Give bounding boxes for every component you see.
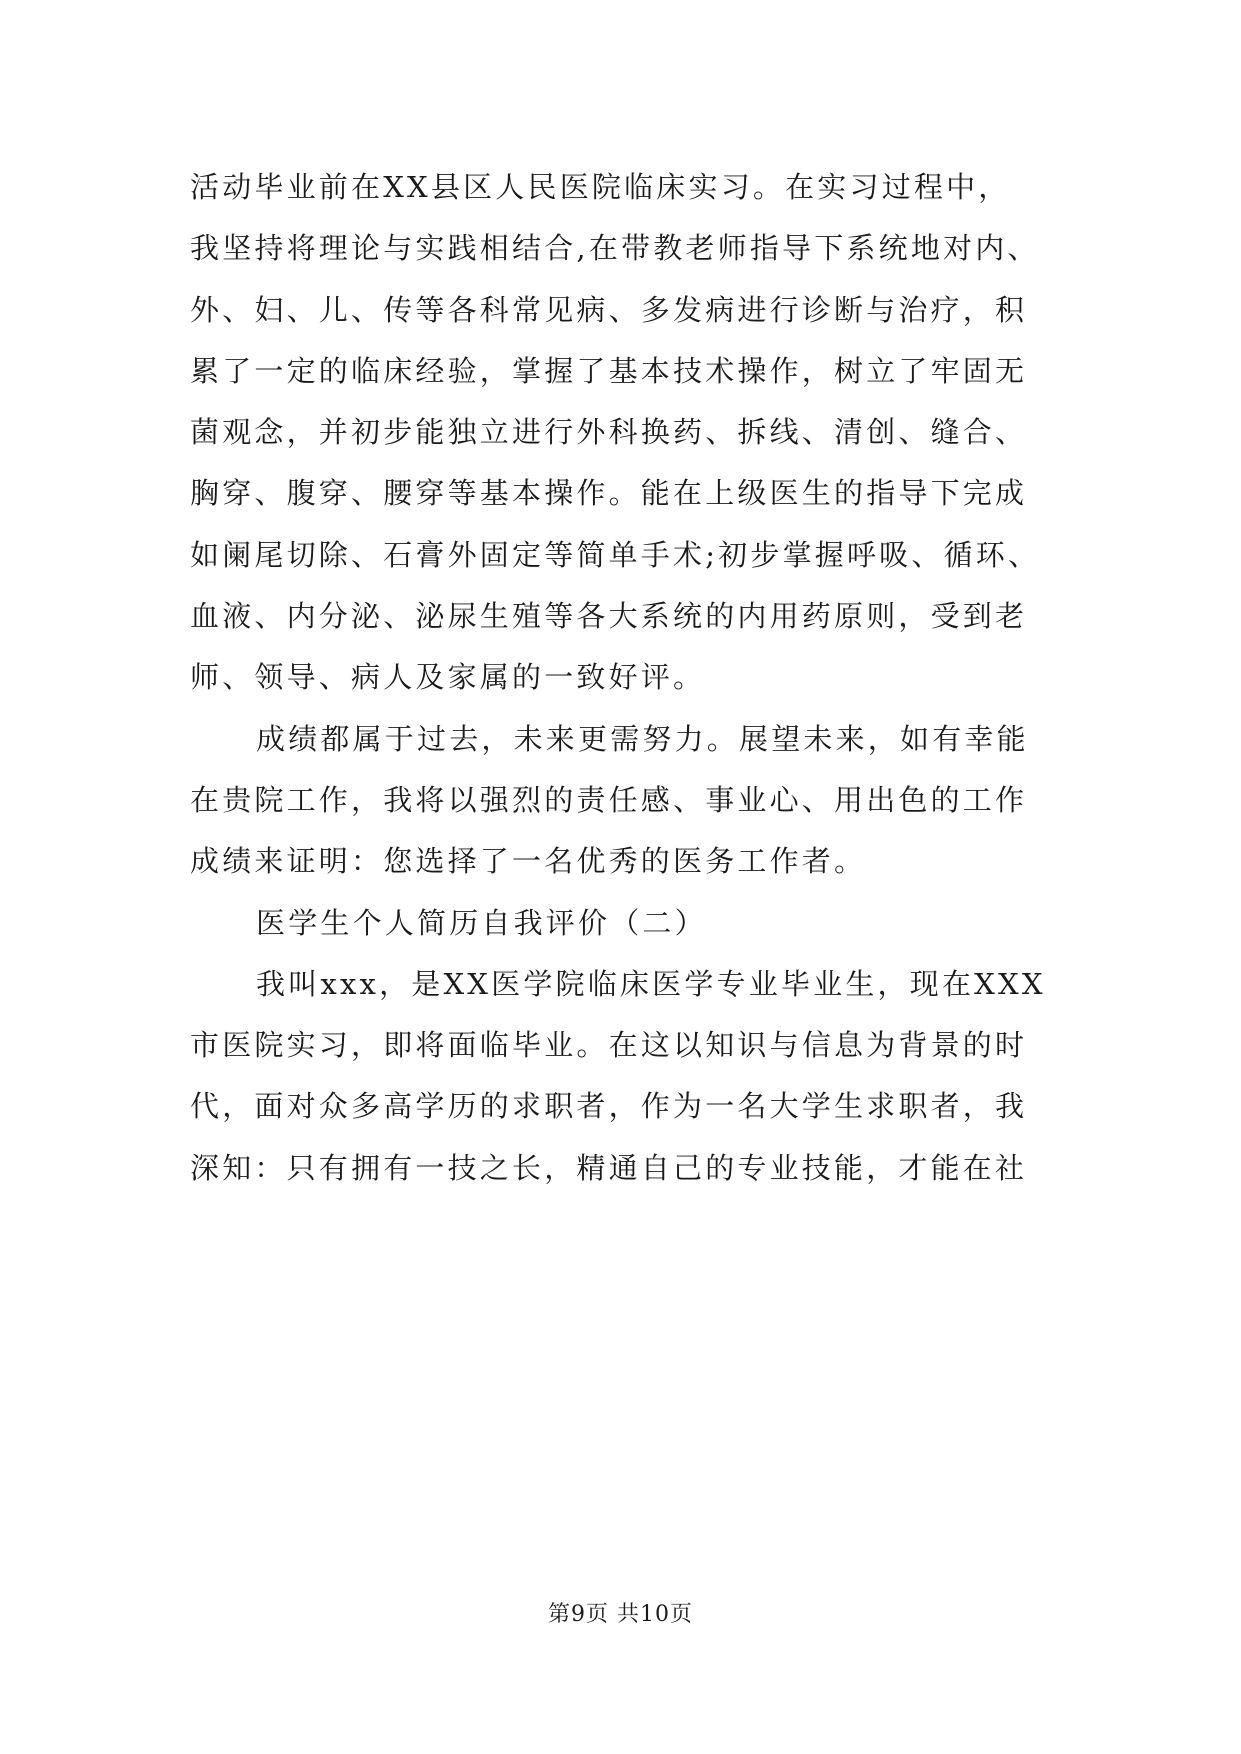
text-line-14: 我叫xxx，是XX医学院临床医学专业毕业生，现在XXX bbox=[256, 966, 1046, 1001]
text-line-12: 成绩来证明：您选择了一名优秀的医务工作者。 bbox=[190, 844, 867, 879]
text-line-8: 血液、内分泌、泌尿生殖等各大系统的内用药原则，受到老 bbox=[190, 599, 1028, 634]
document-body bbox=[190, 157, 1090, 1199]
section-heading: 医学生个人简历自我评价（二） bbox=[256, 905, 707, 940]
text-line-5: 菌观念，并初步能独立进行外科换药、拆线、清创、缝合、 bbox=[190, 415, 1028, 450]
text-line-9: 师、领导、病人及家属的一致好评。 bbox=[190, 660, 706, 695]
text-line-2: 我坚持将理论与实践相结合,在带教老师指导下系统地对内、 bbox=[190, 231, 1040, 266]
text-line-11: 在贵院工作，我将以强烈的责任感、事业心、用出色的工作 bbox=[190, 782, 1028, 817]
page-number-footer: 第9页 共10页 bbox=[548, 1602, 693, 1627]
text-line-4: 累了一定的临床经验，掌握了基本技术操作，树立了牢固无 bbox=[190, 353, 1028, 388]
text-line-15: 市医院实习，即将面临毕业。在这以知识与信息为背景的时 bbox=[190, 1028, 1028, 1063]
text-line-7: 如阑尾切除、石膏外固定等简单手术;初步掌握呼吸、循环、 bbox=[190, 537, 1041, 572]
text-line-10: 成绩都属于过去，未来更需努力。展望未来，如有幸能 bbox=[256, 721, 1029, 756]
text-line-17: 深知：只有拥有一技之长，精通自己的专业技能，才能在社 bbox=[190, 1150, 1028, 1185]
text-line-6: 胸穿、腹穿、腰穿等基本操作。能在上级医生的指导下完成 bbox=[190, 476, 1028, 511]
text-line-16: 代，面对众多高学历的求职者，作为一名大学生求职者，我 bbox=[190, 1089, 1028, 1124]
text-line-1: 活动毕业前在XX县区人民医院临床实习。在实习过程中， bbox=[190, 170, 1011, 204]
text-line-3: 外、妇、儿、传等各科常见病、多发病进行诊断与治疗，积 bbox=[190, 292, 1028, 327]
